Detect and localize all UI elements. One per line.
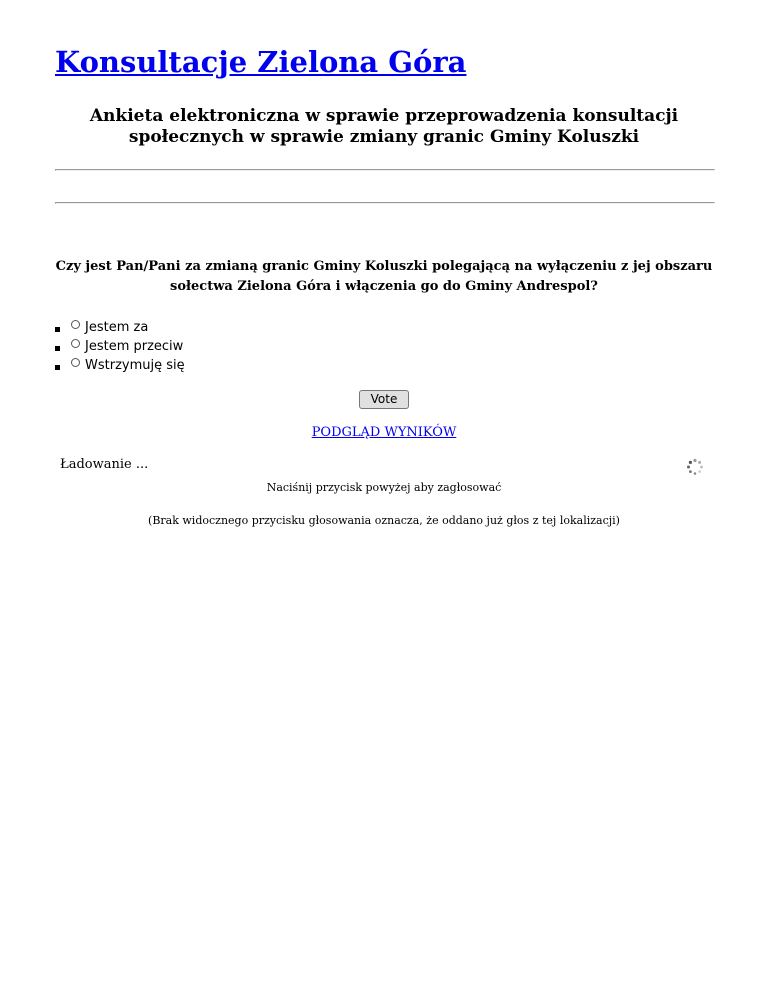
divider-bottom bbox=[55, 202, 715, 204]
vote-hint: Naciśnij przycisk powyżej aby zagłosować bbox=[266, 481, 502, 494]
square-bullet-icon bbox=[55, 365, 60, 370]
vote-button[interactable]: Vote bbox=[359, 390, 409, 409]
option-label: Wstrzymuję się bbox=[85, 358, 185, 373]
divider-top bbox=[55, 169, 715, 171]
square-bullet-icon bbox=[55, 346, 60, 351]
poll-option-for[interactable] bbox=[55, 318, 185, 337]
radio-option-against[interactable] bbox=[71, 339, 80, 348]
loading-text: Ładowanie ... bbox=[60, 457, 149, 472]
page-subtitle: Ankieta elektroniczna w sprawie przeprowadzenia konsultacji społecznych w sprawie zmiany granic Gminy Koluszki bbox=[89, 106, 679, 147]
vote-note: (Brak widocznego przycisku głosowania oznacza, że oddano już głos z tej lokalizacji) bbox=[148, 514, 620, 527]
poll-option-abstain[interactable] bbox=[55, 356, 185, 375]
results-preview bbox=[55, 424, 713, 442]
site-title-link[interactable]: Konsultacje Zielona Góra bbox=[55, 45, 467, 79]
poll-options-list bbox=[55, 318, 185, 375]
poll-option-against[interactable] bbox=[55, 337, 185, 356]
option-label: Jestem za bbox=[85, 320, 149, 335]
results-preview-link[interactable]: PODGLĄD WYNIKÓW bbox=[311, 425, 457, 440]
spinner-icon bbox=[686, 458, 704, 476]
square-bullet-icon bbox=[55, 327, 60, 332]
radio-option-for[interactable] bbox=[71, 320, 80, 329]
poll-question: Czy jest Pan/Pani za zmianą granic Gminy Koluszki polegającą na wyłączeniu z jej obszaru sołectwa Zielona Góra i włączenia go do Gminy Andrespol? bbox=[55, 259, 713, 294]
radio-option-abstain[interactable] bbox=[71, 358, 80, 367]
option-label: Jestem przeciw bbox=[85, 339, 184, 354]
